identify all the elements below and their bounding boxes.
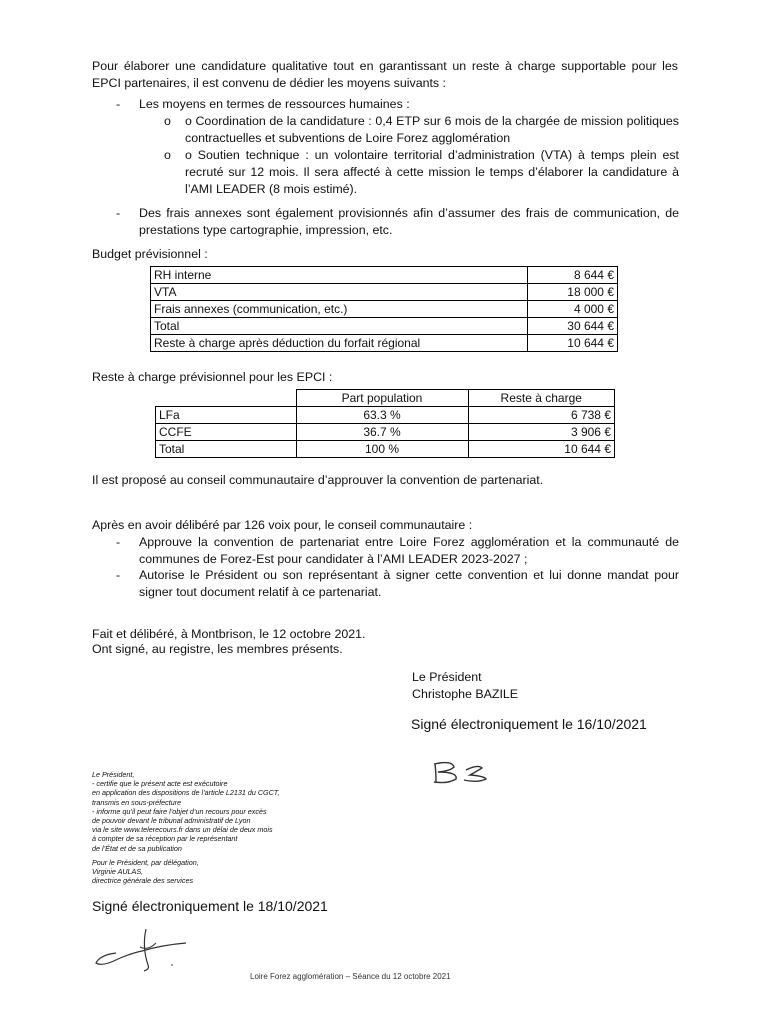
president-name: Christophe BAZILE [412, 687, 519, 701]
bullet-dash: - [116, 97, 121, 111]
bullet-circle: o [164, 148, 171, 162]
epci-charge: 10 644 € [468, 441, 615, 458]
budget-value: 8 644 € [528, 267, 618, 284]
certification-block [92, 770, 280, 853]
certification-line: Le Président, [92, 770, 135, 779]
epci-label: Total [156, 441, 297, 458]
certification-line: à compter de sa réception par le représentant [92, 834, 238, 844]
table-row [156, 407, 615, 424]
budget-value: 30 644 € [528, 318, 618, 335]
table-row [151, 301, 618, 318]
certification-line: en application des dispositions de l’article L2131 du CGCT, [92, 788, 280, 798]
president-signature-icon [430, 758, 510, 786]
delegation-block [92, 858, 199, 886]
epci-part: 63.3 % [296, 407, 468, 424]
hr-item-technical-support: o Soutien technique : un volontaire territorial d’administration (VTA) à temps plein est recruté sur 12 mois. Il sera affecté à cette mission le temps d’élaborer la candidature à l’AMI LEADER (8 mois estimé). [185, 148, 679, 196]
epci-charge: 6 738 € [468, 407, 615, 424]
hr-item-coordination: o Coordination de la candidature : 0,4 ETP sur 6 mois de la chargée de mission politiques contractuelles et subventions de Loire Forez agglomération [185, 114, 679, 145]
certification-line: via le site www.telerecours.fr dans un délai de deux mois [92, 825, 273, 835]
table-row [151, 284, 618, 301]
president-signed-stamp: Signé électroniquement le 16/10/2021 [411, 716, 647, 732]
bullet-circle: o [164, 114, 171, 128]
closing-line-2: Ont signé, au registre, les membres présents. [92, 642, 343, 656]
decision-item-approve: Approuve la convention de partenariat entre Loire Forez agglomération et la communauté de communes de Forez-Est pour candidater à l’AMI LEADER 2023-2027 ; [139, 535, 679, 566]
delegation-line: Pour le Président, par délégation, [92, 858, 199, 867]
table-header-row [156, 390, 615, 407]
decision-intro: Après en avoir délibéré par 126 voix pour, le conseil communautaire : [92, 518, 473, 532]
epci-charge: 3 906 € [468, 424, 615, 441]
budget-label: Reste à charge après déduction du forfait régional [151, 335, 528, 352]
hr-means-title: Les moyens en termes de ressources humaines : [139, 97, 410, 111]
budget-table [150, 266, 618, 352]
table-row [156, 424, 615, 441]
certification-line: - informe qu’il peut faire l’objet d’un recours pour excès [92, 806, 267, 816]
table-row [151, 267, 618, 284]
certification-line: de l’État et de sa publication [92, 843, 182, 853]
delegation-line: Virginie AULAS, [92, 867, 144, 877]
epci-label: CCFE [156, 424, 297, 441]
bullet-dash: - [116, 206, 121, 220]
budget-value: 4 000 € [528, 301, 618, 318]
table-row [156, 441, 615, 458]
budget-value: 18 000 € [528, 284, 618, 301]
page-footer: Loire Forez agglomération – Séance du 12 octobre 2021 [250, 972, 451, 981]
column-header: Reste à charge [468, 390, 615, 407]
table-row [151, 318, 618, 335]
intro-paragraph: Pour élaborer une candidature qualitative tout en garantissant un reste à charge supportable pour les EPCI partenaires, il est convenu de dédier les moyens suivants : [92, 59, 678, 90]
budget-label: Total [151, 318, 528, 335]
certification-line: de pouvoir devant le tribunal administratif de Lyon [92, 816, 251, 826]
fees-paragraph: Des frais annexes sont également provisionnés afin d’assumer des frais de communication, de prestations type cartographie, impression, etc. [139, 206, 679, 237]
proposal-paragraph: Il est proposé au conseil communautaire d’approuver la convention de partenariat. [92, 473, 544, 487]
closing-line-1: Fait et délibéré, à Montbrison, le 12 octobre 2021. [92, 627, 366, 641]
epci-title: Reste à charge prévisionnel pour les EPCI : [92, 370, 333, 384]
epci-part: 36.7 % [296, 424, 468, 441]
column-header: Part population [296, 390, 468, 407]
epci-table [155, 389, 615, 458]
budget-title: Budget prévisionnel : [92, 247, 208, 261]
table-row [151, 335, 618, 352]
bullet-dash: - [116, 568, 121, 582]
epci-label: LFa [156, 407, 297, 424]
budget-label: VTA [151, 284, 528, 301]
budget-value: 10 644 € [528, 335, 618, 352]
epci-part: 100 % [296, 441, 468, 458]
dgs-signature-icon [92, 925, 192, 973]
certification-line: - certifie que le présent acte est exécutoire [92, 779, 228, 789]
bullet-dash: - [116, 535, 121, 549]
budget-label: Frais annexes (communication, etc.) [151, 301, 528, 318]
delegation-line: directrice générale des services [92, 876, 194, 886]
dgs-signed-stamp: Signé électroniquement le 18/10/2021 [92, 898, 328, 914]
president-title: Le Président [412, 670, 482, 684]
certification-line: transmis en sous-préfecture [92, 797, 182, 807]
empty-header-cell [156, 390, 297, 407]
budget-label: RH interne [151, 267, 528, 284]
decision-item-authorize: Autorise le Président ou son représentant à signer cette convention et lui donne mandat pour signer tout document relatif à ce partenariat. [139, 568, 679, 599]
